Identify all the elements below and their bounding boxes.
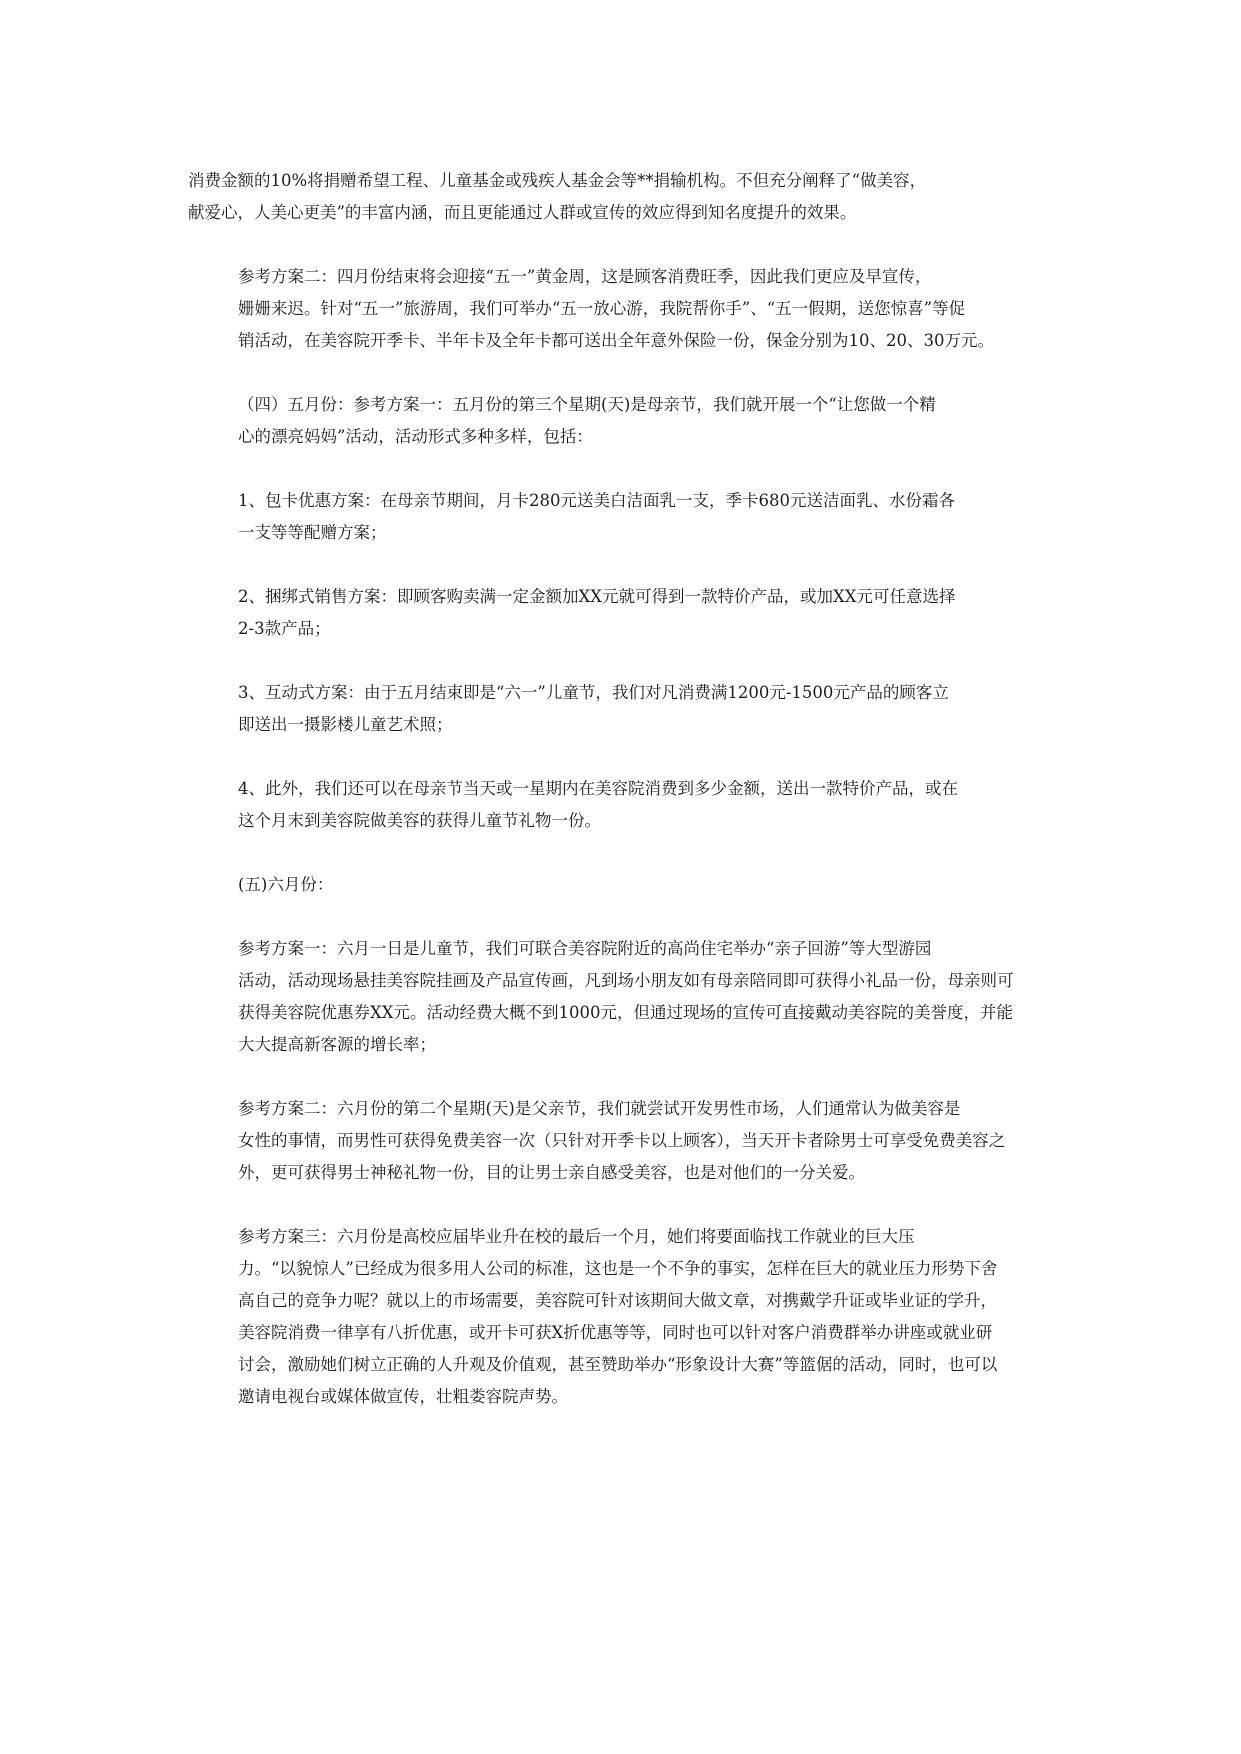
text-line: 讨会，激励她们树立正确的人升观及价值观，甚至赞助举办“形象设计大赛”等篮倨的活动，同时，也可以: [238, 1355, 998, 1374]
paragraph-june-plan3: [188, 1221, 1058, 1413]
text-line: 2、捆绑式销售方案：即顾客购卖满一定金额加XX元就可得到一款特价产品，或加XX元可任意选择: [238, 587, 956, 606]
paragraph-intro-tail: [188, 165, 1058, 229]
text-line: (五)六月份：: [238, 875, 334, 894]
paragraph-may-item2: [188, 581, 1058, 645]
paragraph-june-plan1: [188, 933, 1058, 1061]
text-line: 参考方案二：六月份的第二个星期(天)是父亲节，我们就尝试开发男性市场，人们通常认为做美容是: [238, 1099, 961, 1118]
paragraph-may-item4: [188, 773, 1058, 837]
paragraph-june-heading: [188, 869, 1058, 901]
text-line: （四）五月份：参考方案一：五月份的第三个星期(天)是母亲节，我们就开展一个“让您做一个精: [238, 395, 936, 414]
text-line: 3、互动式方案：由于五月结束即是“六一”儿童节，我们对凡消费满1200元-1500元产品的顾客立: [238, 683, 949, 702]
paragraph-june-plan2: [188, 1093, 1058, 1189]
text-line: 邀请电视台或媒体做宣传，壮粗娄容院声势。: [238, 1387, 568, 1406]
text-line: 活动，活动现场悬挂美容院挂画及产品宣传画，凡到场小朋友如有母亲陪同即可获得小礼品一份，母亲则可: [238, 971, 1014, 990]
text-line: 获得美容院优惠券XX元。活动经费大概不到1000元，但通过现场的宣传可直接戴动美容院的美誉度，并能: [238, 1003, 1013, 1022]
text-line: 参考方案二：四月份结束将会迎接“五一”黄金周，这是顾客消费旺季，因此我们更应及早宣传，: [238, 267, 932, 286]
text-line: 即送出一摄影楼儿童艺术照；: [238, 715, 453, 734]
paragraph-april-plan2: [188, 261, 1058, 357]
paragraph-may-plan1: [188, 389, 1058, 453]
text-line: 女性的事情，而男性可获得免费美容一次（只针对开季卡以上顾客），当天开卡者除男士可享受免费美容之: [238, 1131, 1006, 1150]
text-line: 4、此外，我们还可以在母亲节当天或一星期内在美容院消费到多少金额，送出一款特价产品，或在: [238, 779, 958, 798]
text-line: 高自己的竞争力呢？就以上的市场需要，美容院可针对该期间大做文章，对携戴学升证或毕业证的学升，: [238, 1291, 997, 1310]
text-line: 这个月末到美容院做美容的获得儿童节礼物一份。: [238, 811, 601, 830]
text-line: 一支等等配赠方案；: [238, 523, 387, 542]
text-line: 姗姗来迟。针对“五一”旅游周，我们可举办“五一放心游，我院帮你手”、“五一假期，送您惊喜”等促: [238, 299, 966, 318]
paragraph-may-item3: [188, 677, 1058, 741]
text-line: 销活动，在美容院开季卡、半年卡及全年卡都可送出全年意外保险一份，保金分别为10、20、30万元。: [238, 331, 994, 350]
text-line: 消费金额的10%将捐赠希望工程、儿童基金或残疾人基金会等**捐输机构。不但充分阐释了“做美容，: [188, 171, 927, 190]
text-line: 外，更可获得男士神秘礼物一份，目的让男士亲自感受美容，也是对他们的一分关爱。: [238, 1163, 865, 1182]
document-body: [188, 165, 1058, 1445]
text-line: 1、包卡优惠方案：在母亲节期间，月卡280元送美白洁面乳一支，季卡680元送洁面乳、水份霜各: [238, 491, 955, 510]
text-line: 献爱心，人美心更美”的丰富内涵，而且更能通过人群或宣传的效应得到知名度提升的效果。: [188, 203, 857, 222]
text-line: 心的漂亮妈妈”活动，活动形式多种多样，包括：: [238, 427, 593, 446]
text-line: 参考方案三：六月份是高校应届毕业升在校的最后一个月，她们将要面临找工作就业的巨大压: [238, 1227, 915, 1246]
text-line: 大大提高新客源的增长率；: [238, 1035, 436, 1054]
text-line: 美容院消费一律享有八折优惠，或开卡可获X折优惠等等，同时也可以针对客户消费群举办讲座或就业研: [238, 1323, 993, 1342]
text-line: 参考方案一：六月一日是儿童节，我们可联合美容院附近的高尚住宅举办“亲子回游”等大型游园: [238, 939, 932, 958]
text-line: 力。“以貌惊人”已经成为很多用人公司的标准，这也是一个不争的事实，怎样在巨大的就业压力形势下舍: [238, 1259, 998, 1278]
text-line: 2-3款产品；: [238, 619, 331, 638]
paragraph-may-item1: [188, 485, 1058, 549]
